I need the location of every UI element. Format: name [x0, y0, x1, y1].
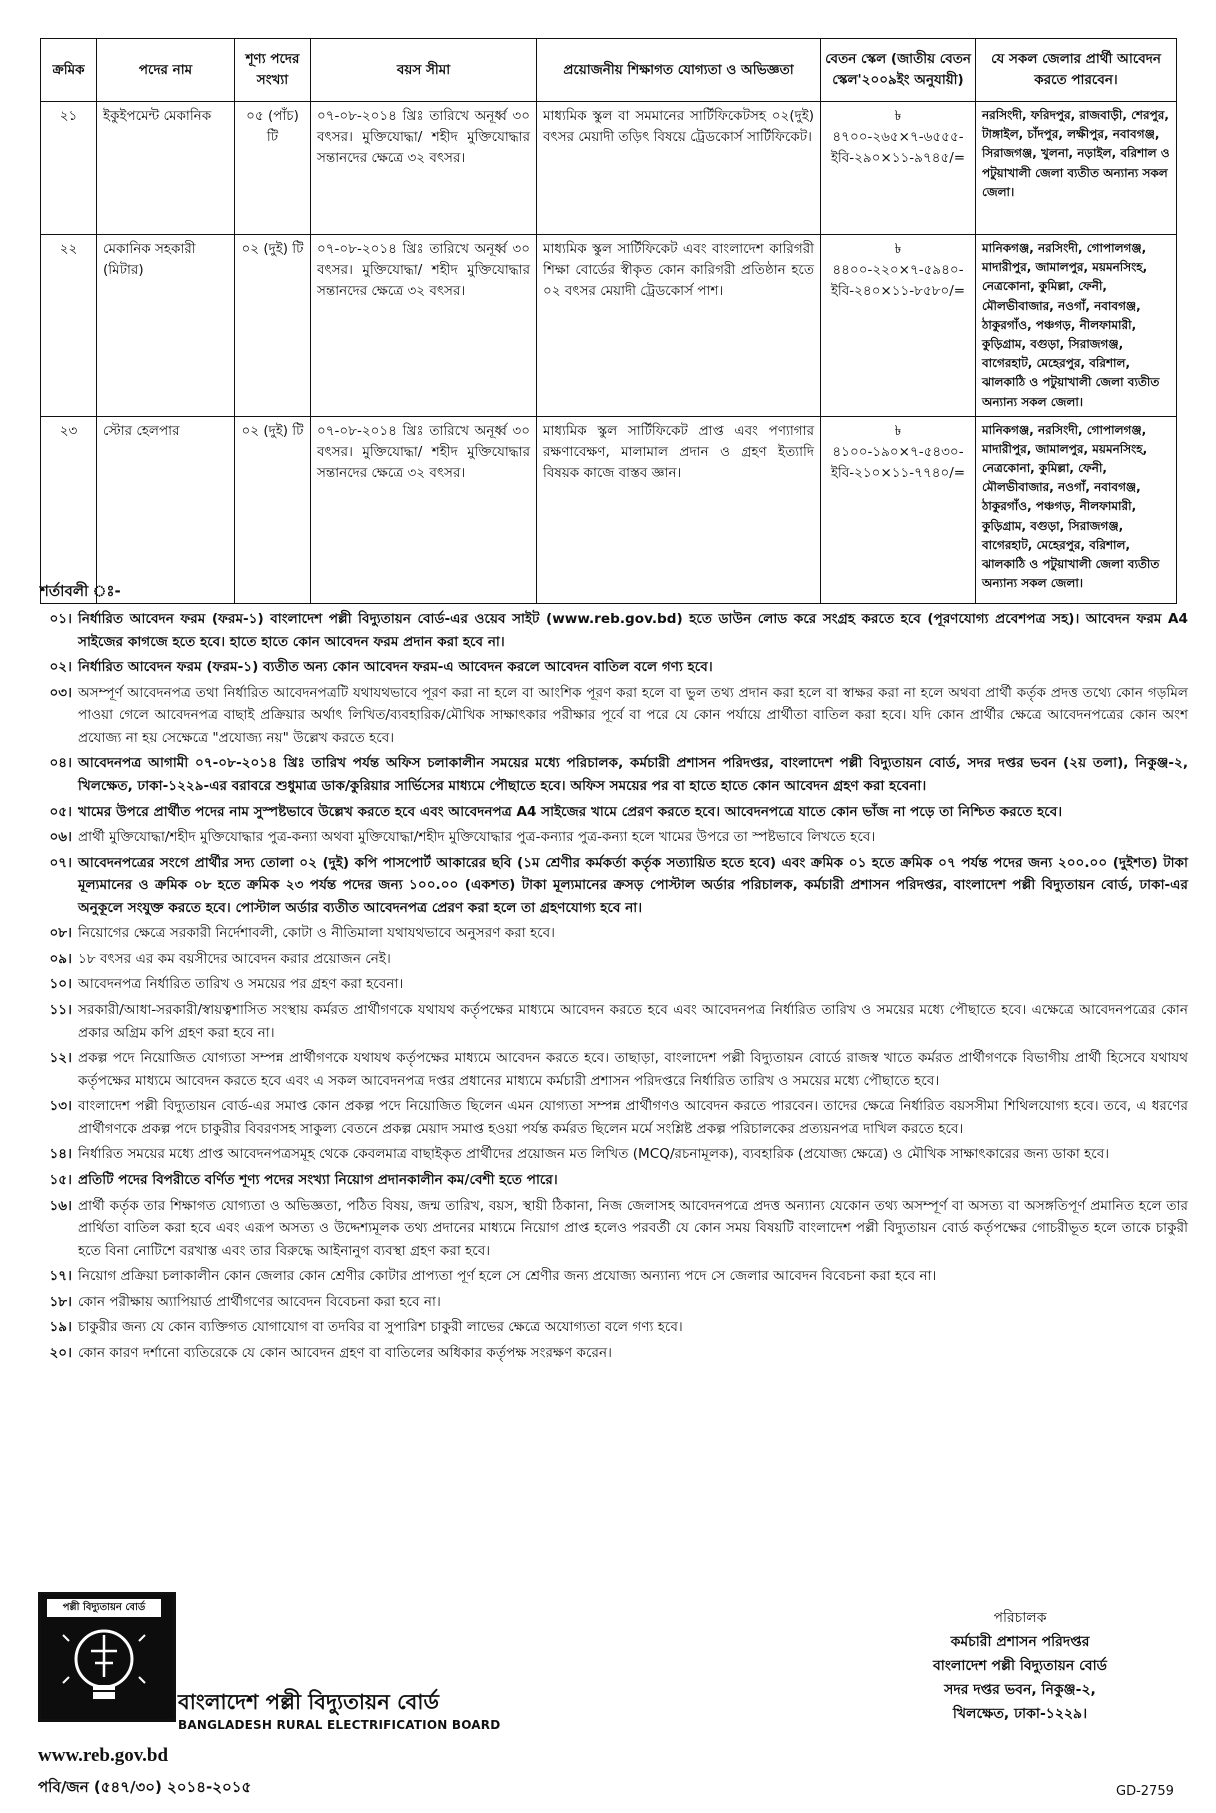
- table-row: [41, 102, 1177, 235]
- item-number: ০৭।: [49, 854, 72, 871]
- cell-qualification: মাধ্যমিক স্কুল সার্টিফিকেট প্রাপ্ত এবং পণ্যাগার রক্ষণাবেক্ষণ, মালামাল প্রদান ও গ্রহণ ইত্যাদি বিষয়ক কাজে বাস্তব জ্ঞান।: [537, 416, 821, 603]
- list-item: [28, 1047, 1188, 1092]
- header-qualification: প্রয়োজনীয় শিক্ষাগত যোগ্যতা ও অভিজ্ঞতা: [537, 39, 821, 102]
- header-scale: বেতন স্কেল (জাতীয় বেতন স্কেল'২০০৯ইং অনুযায়ী): [821, 39, 976, 102]
- gd-number: GD-2759: [1116, 1784, 1174, 1799]
- list-item: [28, 1265, 1188, 1288]
- list-item: [28, 752, 1188, 797]
- list-item: [28, 1316, 1188, 1339]
- list-item: [28, 852, 1188, 920]
- conditions-list: [28, 608, 1188, 1367]
- cell-vacancy: ০২ (দুই) টি: [235, 235, 311, 417]
- cell-scale: ৳ ৪৭০০-২৬৫×৭-৬৫৫৫-ইবি-২৯০×১১-৯৭৪৫/=: [821, 102, 976, 235]
- item-text: নির্ধারিত সময়ের মধ্যে প্রাপ্ত আবেদনপত্রসমূহ থেকে কেবলমাত্র বাছাইকৃত প্রার্থীদের প্রয়োজন মত লিখিত (MCQ/রচনামূলক), ব্যবহারিক (প্রযোজ্য ক্ষেত্রে) ও মৌখিক সাক্ষাৎকারের জন্য ডাকা হবে।: [78, 1146, 1110, 1163]
- list-item: [28, 656, 1188, 679]
- item-number: ১৮।: [49, 1293, 72, 1310]
- item-text: প্রকল্প পদে নিয়োজিত যোগ্যতা সম্পন্ন প্রার্থীগণকে যথাযথ কর্তৃপক্ষের মাধ্যমে আবেদন করতে হবে। তাছাড়া, বাংলাদেশ পল্লী বিদ্যুতায়ন বোর্ডে রাজস্ব খাতে কর্মরত প্রার্থীগণকে বিভাগীয় প্রার্থী হিসেবে যথাযথ কর্তৃপক্ষের মাধ্যমে আবেদন করতে হবে এবং এ সকল আবেদনপত্র দপ্তর প্রধানের মাধ্যমে কর্মচারী প্রশাসন পরিদপ্তরে নির্ধারিত তারিখ ও সময়ের মধ্যে পৌছাতে হবে।: [78, 1050, 1188, 1089]
- item-text: কোন পরীক্ষায় অ্যাপিয়ার্ড প্রার্থীগণের আবেদন বিবেচনা করা হবে না।: [78, 1293, 441, 1310]
- cell-scale: ৳ ৪১০০-১৯০×৭-৫৪৩০-ইবি-২১০×১১-৭৭৪০/=: [821, 416, 976, 603]
- reb-logo: [38, 1592, 176, 1722]
- item-text: নির্ধারিত আবেদন ফরম (ফরম-১) ব্যতীত অন্য কোন আবেদন ফরম-এ আবেদন করলে আবেদন বাতিল বলে গণ্য হবে।: [78, 659, 713, 676]
- list-item: [28, 1169, 1188, 1192]
- memo-number: পবি/জন (৫৪৭/৩০) ২০১৪-২০১৫: [38, 1778, 252, 1796]
- item-number: ০৮।: [49, 925, 72, 942]
- list-item: [28, 973, 1188, 996]
- cell-vacancy: ০২ (দুই) টি: [235, 416, 311, 603]
- list-item: [28, 1342, 1188, 1365]
- table-header-row: [41, 39, 1177, 102]
- list-item: [28, 826, 1188, 849]
- item-text: খামের উপরে প্রার্থীত পদের নাম সুস্পষ্টভাবে উল্লেখ করতে হবে এবং আবেদনপত্র A4 সাইজের খামে প্রেরণ করতে হবে। আবেদনপত্রে যাতে কোন ভাঁজ না পড়ে তা নিশ্চিত করতে হবে।: [78, 803, 1063, 820]
- list-item: [28, 1195, 1188, 1263]
- item-text: প্রার্থী মুক্তিযোদ্ধা/শহীদ মুক্তিযোদ্ধার পুত্র-কন্যা অথবা মুক্তিযোদ্ধা/শহীদ মুক্তিযোদ্ধার পুত্র-কন্যার পুত্র-কন্যা হলে খামের উপরে তা স্পষ্টভাবে লিখতে হবে।: [78, 829, 876, 846]
- item-number: ১২।: [49, 1050, 72, 1067]
- item-number: ০৯।: [49, 950, 72, 967]
- item-number: ১৫।: [49, 1171, 72, 1188]
- item-text: বাংলাদেশ পল্লী বিদ্যুতায়ন বোর্ড-এর সমাপ্ত কোন প্রকল্প পদে নিয়োজিত ছিলেন এমন যোগ্যতা সম্পন্ন প্রার্থীগণও আবেদন করতে পারবেন। তাদের ক্ষেত্রে নির্ধারিত বয়সসীমা শিথিলযোগ্য হবে। তবে, এ ধরণের প্রার্থীগণকে প্রকল্প পদে চাকুরীর বিবরণসহ সাকুল্য বেতনে প্রকল্প মেয়াদ সমাপ্ত হওয়া পর্যন্ত কর্মরত ছিলেন মর্মে সংশ্লিষ্ট প্রকল্প পরিচালকের প্রত্যয়নপত্র দাখিল করতে হবে।: [78, 1098, 1188, 1137]
- list-item: [28, 682, 1188, 750]
- header-serial: ক্রমিক: [41, 39, 97, 102]
- item-number: ০১।: [49, 611, 72, 627]
- item-text: সরকারী/আধা-সরকারী/স্বায়ত্বশাসিত সংস্থায় কর্মরত প্রার্থীগণকে যথাযথ কর্তৃপক্ষের মাধ্যমে আবেদন করতে হবে এবং আবেদনপত্র নির্ধারিত তারিখ ও সময়ের মধ্যে পৌছাতে হবে। এক্ষেত্রে আবেদনপত্রের কোন প্রকার অগ্রিম কপি গ্রহণ করা হবে না।: [78, 1002, 1188, 1041]
- cell-post: স্টোর হেলপার: [97, 416, 235, 603]
- item-text: আবেদনপত্র আগামী ০৭-০৮-২০১৪ খ্রিঃ তারিখ পর্যন্ত অফিস চলাকালীন সময়ের মধ্যে পরিচালক, কর্মচারী প্রশাসন পরিদপ্তর, বাংলাদেশ পল্লী বিদ্যুতায়ন বোর্ড, সদর দপ্তর ভবন (২য় তলা), নিকুঞ্জ-২, খিলক্ষেত, ঢাকা-১২২৯-এর বরাবরে শুধুমাত্র ডাক/কুরিয়ার সার্ভিসের মাধ্যমে পৌছাতে হবে। অফিস সময়ের পর বা হাতে হাতে কোন আবেদন গ্রহণ করা হবেনা।: [78, 755, 1188, 794]
- item-number: ১৭।: [49, 1268, 72, 1285]
- list-item: [28, 1095, 1188, 1140]
- cell-serial: ২৩: [41, 416, 97, 603]
- cell-district: নরসিংদী, ফরিদপুর, রাজবাড়ী, শেরপুর, টাঙ্গাইল, চাঁদপুর, লক্ষীপুর, নবাবগঞ্জ, সিরাজগঞ্জ, খুলনা, নড়াইল, বরিশাল ও পটুয়াখালী জেলা ব্যতীত অন্যান্য সকল জেলা।: [976, 102, 1177, 235]
- item-text: আবেদনপত্রের সংগে প্রার্থীর সদ্য তোলা ০২ (দুই) কপি পাসপোর্ট আকারের ছবি (১ম শ্রেণীর কর্মকর্তা কর্তৃক সত্যায়িত হতে হবে) এবং ক্রমিক ০১ হতে ক্রমিক ০৭ পর্যন্ত পদের জন্য ২০০.০০ (দুইশত) টাকা মূল্যমানের ও ক্রমিক ০৮ হতে ক্রমিক ২৩ পর্যন্ত পদের জন্য ১০০.০০ (একশত) টাকা মূল্যমানের ক্রসড় পোস্টাল অর্ডার পরিচালক, কর্মচারী প্রশাসন পরিদপ্তর, বাংলাদেশ পল্লী বিদ্যুতায়ন বোর্ড, ঢাকা-এর অনুকূলে সংযুক্ত করতে হবে। পোস্টাল অর্ডার ব্যতীত আবেদনপত্র প্রেরণ করা হলে তা গ্রহণযোগ্য হবে না।: [78, 854, 1188, 916]
- item-number: ০৪।: [49, 755, 72, 772]
- org-name-bn: বাংলাদেশ পল্লী বিদ্যুতায়ন বোর্ড: [178, 1690, 439, 1714]
- cell-serial: ২২: [41, 235, 97, 417]
- table-row: [41, 416, 1177, 603]
- cell-vacancy: ০৫ (পাঁচ) টি: [235, 102, 311, 235]
- signatory-block: [870, 1606, 1170, 1726]
- signatory-title: পরিচালক: [993, 1610, 1047, 1626]
- cell-age: ০৭-০৮-২০১৪ খ্রিঃ তারিখে অনূর্ধ্ব ৩০ বৎসর। মুক্তিযোদ্ধা/ শহীদ মুক্তিযোদ্ধার সন্তানদের ক্ষেত্রে ৩২ বৎসর।: [311, 102, 537, 235]
- table-row: [41, 235, 1177, 417]
- cell-post: ইকুইপমেন্ট মেকানিক: [97, 102, 235, 235]
- item-number: ১৪।: [49, 1146, 72, 1163]
- item-text: ১৮ বৎসর এর কম বয়সীদের আবেদন করার প্রয়োজন নেই।: [78, 950, 391, 967]
- item-number: ০৩।: [49, 684, 72, 701]
- item-text: অসম্পূর্ণ আবেদনপত্র তথা নির্ধারিত আবেদনপত্রটি যথাযথভাবে পূরণ করা না হলে বা আংশিক পূরণ করা হলে বা ভুল তথ্য প্রদান করা হলে বা স্বাক্ষর করা না হলে অথবা প্রার্থী কর্তৃক প্রদত্ত তথ্যে কোন গড়মিল পাওয়া গেলে আবেদনপত্র বাছাই প্রক্রিয়ার অর্থাৎ লিখিত/ব্যবহারিক/মৌখিক সাক্ষাৎকার পরীক্ষার পূর্বে বা পরে যে কোন পর্যায়ে প্রার্থীতা বাতিল করা হবে। যদি কোন প্রার্থীর ক্ষেত্রে আবেদনপত্রের কোন অংশ প্রযোজ্য না হয় সেক্ষেত্রে "প্রযোজ্য নয়" উল্লেখ করতে হবে।: [78, 684, 1188, 746]
- cell-district: মানিকগঞ্জ, নরসিংদী, গোপালগঞ্জ, মাদারীপুর, জামালপুর, ময়মনসিংহ, নেত্রকোনা, কুমিল্লা, ফেনী, মৌলভীবাজার, নওগাঁ, নবাবগঞ্জ, ঠাকুরগাঁও, পঞ্চগড়, নীলফামারী, কুড়িগ্রাম, বগুড়া, সিরাজগঞ্জ, বাগেরহাট, মেহেরপুর, বরিশাল, ঝালকাঠি ও পটুয়াখালী জেলা ব্যতীত অন্যান্য সকল জেলা।: [976, 235, 1177, 417]
- item-number: ১১।: [49, 1002, 72, 1018]
- list-item: [28, 801, 1188, 824]
- posts-table: [40, 38, 1177, 604]
- item-number: ১০।: [49, 976, 72, 993]
- header-post: পদের নাম: [97, 39, 235, 102]
- cell-scale: ৳ ৪৪০০-২২০×৭-৫৯৪০-ইবি-২৪০×১১-৮৫৮০/=: [821, 235, 976, 417]
- item-number: ২০।: [49, 1344, 72, 1361]
- list-item: [28, 999, 1188, 1044]
- item-number: ১৬।: [49, 1197, 72, 1214]
- item-text: নিয়োগ প্রক্রিয়া চলাকালীন কোন জেলার কোন শ্রেণীর কোটার প্রাপ্যতা পূর্ণ হলে সে শ্রেণীর জন্য প্রযোজ্য অন্যান্য পদে সে জেলার আবেদন বিবেচনা করা হবে না।: [78, 1268, 937, 1285]
- item-number: ১৩।: [49, 1098, 72, 1115]
- item-text: কোন কারণ দর্শানো ব্যতিরেকে যে কোন আবেদন গ্রহণ বা বাতিলের অধিকার কর্তৃপক্ষ সংরক্ষণ করেন।: [78, 1344, 612, 1361]
- signatory-dept: কর্মচারী প্রশাসন পরিদপ্তর: [950, 1634, 1090, 1651]
- list-item: [28, 1291, 1188, 1314]
- cell-district: মানিকগঞ্জ, নরসিংদী, গোপালগঞ্জ, মাদারীপুর, জামালপুর, ময়মনসিংহ, নেত্রকোনা, কুমিল্লা, ফেনী, মৌলভীবাজার, নওগাঁ, নবাবগঞ্জ, ঠাকুরগাঁও, পঞ্চগড়, নীলফামারী, কুড়িগ্রাম, বগুড়া, সিরাজগঞ্জ, বাগেরহাট, মেহেরপুর, বরিশাল, ঝালকাঠি ও পটুয়াখালী জেলা ব্যতীত অন্যান্য সকল জেলা।: [976, 416, 1177, 603]
- cell-qualification: মাধ্যমিক স্কুল সার্টিফিকেট এবং বাংলাদেশ কারিগরী শিক্ষা বোর্ডের স্বীকৃত কোন কারিগরী প্রতিষ্ঠান হতে ০২ বৎসর মেয়াদী ট্রেডকোর্স পাশ।: [537, 235, 821, 417]
- list-item: [28, 1143, 1188, 1166]
- item-text: প্রতিটি পদের বিপরীতে বর্ণিত শূণ্য পদের সংখ্যা নিয়োগ প্রদানকালীন কম/বেশী হতে পারে।: [78, 1171, 558, 1188]
- cell-age: ০৭-০৮-২০১৪ খ্রিঃ তারিখে অনূর্ধ্ব ৩০ বৎসর। মুক্তিযোদ্ধা/ শহীদ মুক্তিযোদ্ধার সন্তানদের ক্ষেত্রে ৩২ বৎসর।: [311, 235, 537, 417]
- cell-qualification: মাধ্যমিক স্কুল বা সমমানের সার্টিফিকেটসহ ০২(দুই) বৎসর মেয়াদী তড়িৎ বিষয়ে ট্রেডকোর্স সার্টিফিকেট।: [537, 102, 821, 235]
- header-vacancy: শূণ্য পদের সংখ্যা: [235, 39, 311, 102]
- signatory-address-1: সদর দপ্তর ভবন, নিকুঞ্জ-২,: [944, 1682, 1096, 1699]
- website-link[interactable]: www.reb.gov.bd: [38, 1745, 169, 1766]
- signatory-org: বাংলাদেশ পল্লী বিদ্যুতায়ন বোর্ড: [933, 1658, 1107, 1675]
- cell-post: মেকানিক সহকারী (মিটার): [97, 235, 235, 417]
- item-text: চাকুরীর জন্য যে কোন ব্যক্তিগত যোগাযোগ বা তদবির বা সুপারিশ চাকুরী লাভের ক্ষেত্রে অযোগ্যতা বলে গণ্য হবে।: [78, 1319, 683, 1336]
- list-item: [28, 922, 1188, 945]
- item-text: নিয়োগের ক্ষেত্রে সরকারী নির্দেশাবলী, কোটা ও নীতিমালা যথাযথভাবে অনুসরণ করা হবে।: [78, 925, 556, 942]
- item-text: আবেদনপত্র নির্ধারিত তারিখ ও সময়ের পর গ্রহণ করা হবেনা।: [78, 976, 404, 993]
- conditions-title: শর্তাবলী ঃ-: [40, 582, 121, 600]
- lightbulb-icon: [61, 1621, 147, 1711]
- cell-age: ০৭-০৮-২০১৪ খ্রিঃ তারিখে অনূর্ধ্ব ৩০ বৎসর। মুক্তিযোদ্ধা/ শহীদ মুক্তিযোদ্ধার সন্তানদের ক্ষেত্রে ৩২ বৎসর।: [311, 416, 537, 603]
- cell-serial: ২১: [41, 102, 97, 235]
- list-item: [28, 608, 1188, 653]
- item-text: প্রার্থী কর্তৃক তার শিক্ষাগত যোগ্যতা ও অভিজ্ঞতা, পঠিত বিষয়, জন্ম তারিখ, বয়স, স্থায়ী ঠিকানা, নিজ জেলাসহ আবেদনপত্রে প্রদত্ত অন্যান্য যেকোন তথ্য অসম্পূর্ণ বা অসত্য বা অসঙ্গতিপূর্ণ প্রমানিত হলে তার প্রার্থিতা বাতিল করা হবে এবং এরূপ অসত্য ও উদ্দেশ্যমূলক তথ্য প্রদানের মাধ্যমে নিয়োগ প্রাপ্ত হলেও পরবর্তী যে কোন সময় বিষয়টি বাংলাদেশ পল্লী বিদ্যুতায়ন বোর্ড কর্তৃপক্ষের গোচরীভূত হলে তাকে চাকুরী হতে বিনা নোটিশে বরখাস্ত এবং তার বিরুদ্ধে আইনানুগ ব্যবস্থা গ্রহণ করা হবে।: [78, 1197, 1188, 1259]
- org-name-en: BANGLADESH RURAL ELECTRIFICATION BOARD: [178, 1718, 501, 1732]
- item-number: ০৬।: [49, 829, 72, 846]
- item-text: নির্ধারিত আবেদন ফরম (ফরম-১) বাংলাদেশ পল্লী বিদ্যুতায়ন বোর্ড-এর ওয়েব সাইট (www.reb.gov.bd) হতে ডাউন লোড করে সংগ্রহ করতে হবে (পূরণযোগ্য প্রবেশপত্র সহ)। আবেদন ফরম A4 সাইজের কাগজে হতে হবে। হাতে হাতে কোন আবেদন ফরম প্রদান করা হবে না।: [78, 611, 1188, 650]
- logo-label: পল্লী বিদ্যুতায়ন বোর্ড: [47, 1599, 161, 1617]
- signatory-address-2: খিলক্ষেত, ঢাকা-১২২৯।: [952, 1706, 1088, 1723]
- item-number: ০২।: [49, 659, 72, 676]
- item-number: ১৯।: [49, 1319, 72, 1336]
- item-number: ০৫।: [49, 803, 72, 820]
- header-district: যে সকল জেলার প্রার্থী আবেদন করতে পারবেন।: [976, 39, 1177, 102]
- header-age: বয়স সীমা: [311, 39, 537, 102]
- list-item: [28, 948, 1188, 971]
